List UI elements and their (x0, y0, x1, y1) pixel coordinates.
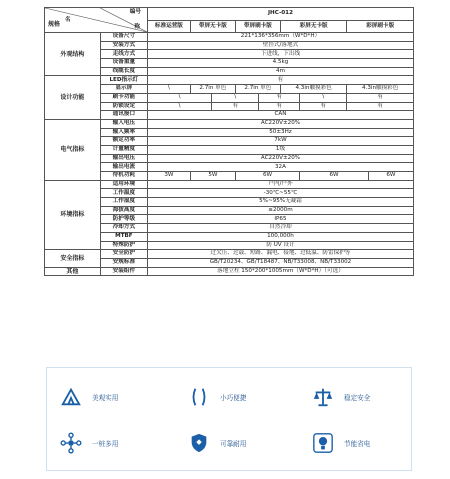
row-label: 输出电流 (100, 163, 147, 172)
row-label: 工作湿度 (100, 198, 147, 207)
row-value: 221*136*356mm（W*D*H） (147, 33, 413, 42)
row-value: 有 (147, 76, 413, 85)
row-value: 100,000h (147, 232, 413, 241)
row-value: 自然冷却 (147, 224, 413, 233)
row-label: 设备重量 (100, 59, 147, 68)
variant-header: 标准运营版 (147, 21, 190, 33)
feature-label: 美观实用 (92, 394, 119, 402)
feature-label: 一桩多用 (92, 440, 119, 448)
features-panel (46, 367, 412, 471)
row-value: 2.7in 单色 (190, 85, 235, 94)
group-safety: 安全指标 (45, 250, 101, 267)
bulb-icon (311, 431, 335, 455)
variant-header: 带屏无卡版 (190, 21, 235, 33)
row-value: 落地立柱 150*200*1005mm（W*D*H）（可选） (147, 267, 413, 276)
row-value: 4.3in触摸彩色 (280, 85, 346, 94)
row-value: 过欠压、过载、短路、漏电、接地、过低温、防雷保护等 (147, 250, 413, 259)
row-label: 适用环境 (100, 180, 147, 189)
row-value: 5%~95%无凝霜 (147, 198, 413, 207)
row-value: \ (212, 93, 259, 102)
tent-icon (59, 385, 83, 409)
row-value: 有 (347, 93, 414, 102)
row-value: 4.5kg (147, 59, 413, 68)
row-label: LED指示灯 (100, 76, 147, 85)
header-corner (45, 8, 148, 33)
row-label: 显示屏 (100, 85, 147, 94)
row-value: 6W (300, 172, 369, 181)
row-value: 1级 (147, 145, 413, 154)
row-value: AC220V±20% (147, 119, 413, 128)
group-design: 设计功能 (45, 76, 101, 119)
row-value: \ (147, 93, 211, 102)
number-label: 编号 (129, 9, 141, 15)
row-label: 安装组件 (100, 267, 147, 276)
row-value: 6W (235, 172, 299, 181)
row-value: \ (300, 93, 347, 102)
row-value: -30℃~55℃ (147, 189, 413, 198)
network-icon (59, 431, 83, 455)
row-label: 额定功率 (100, 137, 147, 146)
feature-label: 可靠耐用 (220, 440, 247, 448)
feature-item (59, 382, 169, 412)
row-value: 3W (147, 172, 190, 181)
row-label: 输入电压 (100, 119, 147, 128)
feature-item (59, 428, 169, 458)
row-value: 50±3Hz (147, 128, 413, 137)
row-value: 4m (147, 67, 413, 76)
row-value: 有 (259, 93, 300, 102)
row-label: 待机功耗 (100, 172, 147, 181)
variant-header: 带屏刷卡版 (235, 21, 280, 33)
feature-label: 小巧便捷 (220, 394, 247, 402)
feature-label: 稳定安全 (344, 394, 371, 402)
row-value: AC220V±20% (147, 154, 413, 163)
row-value: \ (147, 102, 211, 111)
row-value: 壁挂式/落地式 (147, 41, 413, 50)
row-value: 6W (368, 172, 413, 181)
row-label: 安全防护 (100, 250, 147, 259)
row-value: 有 (347, 102, 414, 111)
row-label: 计量精度 (100, 145, 147, 154)
row-label: 设备尺寸 (100, 33, 147, 42)
row-value: \ (147, 85, 190, 94)
row-label: 防护等级 (100, 215, 147, 224)
feature-label: 节能省电 (344, 440, 371, 448)
row-value: 下进线，下出线 (147, 50, 413, 59)
row-value: 有 (259, 102, 300, 111)
variant-header: 彩屏刷卡版 (347, 21, 414, 33)
row-value: 32A (147, 163, 413, 172)
row-label: MTBF (100, 232, 147, 241)
row-value: IP65 (147, 215, 413, 224)
row-value: ≤2000m (147, 206, 413, 215)
group-electrical: 电气指标 (45, 119, 101, 180)
slim-icon (187, 385, 211, 409)
row-label: 输入频率 (100, 128, 147, 137)
row-label: 安规标准 (100, 258, 147, 267)
row-value: 7kW (147, 137, 413, 146)
row-value: CAN (147, 111, 413, 120)
row-value: 2.7in 单色 (235, 85, 280, 94)
model-number: JHC-012 (147, 8, 413, 21)
row-label: 防锁设定 (100, 102, 147, 111)
spec-table (44, 7, 414, 276)
row-value: 防 UV 设计 (147, 241, 413, 250)
group-other: 其他 (45, 267, 101, 276)
row-label: 海拔高度 (100, 206, 147, 215)
row-value: 5W (190, 172, 235, 181)
row-label: 走线方式 (100, 50, 147, 59)
feature-item (311, 382, 421, 412)
name-label-2: 称 (134, 24, 140, 30)
row-value: 有 (212, 102, 259, 111)
variant-header: 彩屏无卡版 (280, 21, 346, 33)
shield-icon (187, 431, 211, 455)
feature-item (311, 428, 421, 458)
row-label: 安装方式 (100, 41, 147, 50)
row-label: 输出电压 (100, 154, 147, 163)
row-label: 刷卡功能 (100, 93, 147, 102)
group-appearance: 外观结构 (45, 33, 101, 76)
row-value: 有 (300, 102, 347, 111)
name-label: 名 (65, 17, 71, 23)
row-label: 特殊防护 (100, 241, 147, 250)
row-label: 线缆长度 (100, 67, 147, 76)
scale-icon (311, 385, 335, 409)
feature-item (187, 382, 297, 412)
row-label: 工作温度 (100, 189, 147, 198)
group-environment: 环境指标 (45, 180, 101, 250)
row-label: 冷却方式 (100, 224, 147, 233)
row-label: 通讯接口 (100, 111, 147, 120)
row-value: 4.3in触摸彩色 (347, 85, 414, 94)
row-value: GB/T20234、GB/T18487、NB/T33008、NB/T33002 (147, 258, 413, 267)
spec-label: 规格 (48, 21, 61, 28)
feature-item (187, 428, 297, 458)
row-value: 户内/户外 (147, 180, 413, 189)
